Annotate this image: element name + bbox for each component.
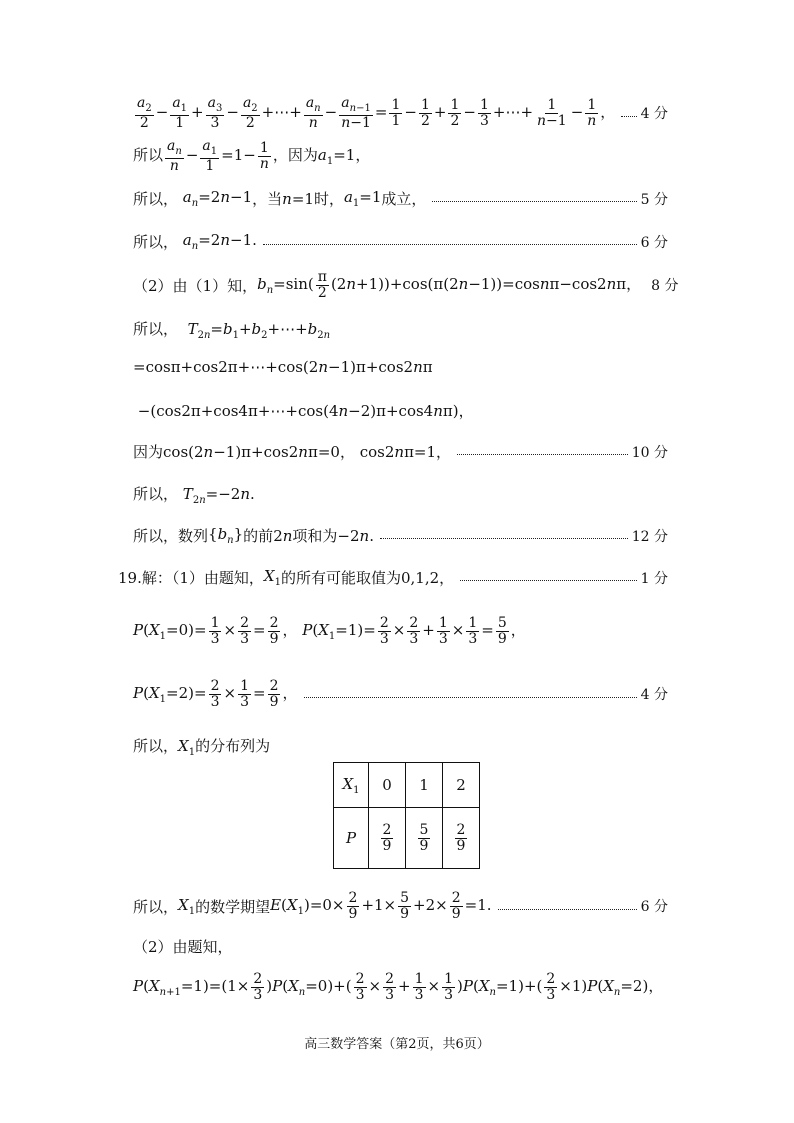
dot-leader <box>460 580 636 581</box>
score-label: 8 分 <box>651 278 679 295</box>
line-cos-subtract: −(cos2π+cos4π+⋯+cos(4n−2)π+cos4nπ)， <box>133 402 474 420</box>
dot-leader <box>621 116 636 117</box>
line-cos-expansion: =cosπ+cos2π+⋯+cos(2n−1)π+cos2nπ <box>133 358 433 376</box>
line-because-cos: 因为 cos(2n−1)π+cos2nπ=0， cos2nπ=1， 10 分 <box>133 443 668 461</box>
table-cell: 2 <box>443 763 480 808</box>
table-cell: $\frac{2}{9}$ <box>369 808 406 869</box>
dot-leader <box>304 697 637 698</box>
distribution-table <box>333 762 480 869</box>
table-cell: 0 <box>369 763 406 808</box>
line-prob-2: $P(X_1=2)=$ $\frac{2}{3}$ × $\frac{1}{3}$ = $\frac{2}{9}$ ， 4 分 <box>133 678 668 710</box>
line-T2n-result: 所以， $T_{2n}=-2n$. <box>133 485 255 506</box>
page-footer: 高三数学答案（第2页，共6页） <box>304 1037 490 1052</box>
line-an-over-n: 所以 $\frac{a_n}{n}$ − $\frac{a_1}{1}$ =1− $\frac{1}{n}$ ，因为$a_1=1$， <box>133 138 371 174</box>
score-label: 6 分 <box>640 899 668 916</box>
line-bn-formula: （2）由（1）知， $b_n=\sin$( $\frac{\pi}{2}$ (2n+1))+cos(π(2n−1))=cosnπ−cos2nπ， 8 分 <box>133 269 679 301</box>
line-an-formula-check: 所以， $a_n=2n-1$ ，当 n=1 时， $a_1=1$ 成立， 5 分 <box>133 188 668 209</box>
table-header-x: $X_1$ <box>334 763 369 808</box>
dot-leader <box>457 454 628 455</box>
line-prob-0-1: $P(X_1=0)=$ $\frac{1}{3}$ × $\frac{2}{3}$ = $\frac{2}{9}$ ， $P(X_1=1)=$ $\frac{2}{3}$ × $\frac{2}{3}$ + $\frac{1}{3}$ × $\frac{1}{3}$ = $\frac{5}{9}$ ， <box>133 615 526 647</box>
table-cell: $\frac{5}{9}$ <box>406 808 443 869</box>
score-label: 1 分 <box>640 570 668 587</box>
dot-leader <box>498 909 637 910</box>
score-label: 5 分 <box>640 191 668 208</box>
formula-telescoping: $\frac{a_2}{2}$ − $\frac{a_1}{1}$ + $\frac{a_3}{3}$ − $\frac{a_2}{2}$ +⋯+ $\frac{a_n}{n}$ − $\frac{a_{n-1}}{n-1}$ = $\frac{1}{1}$ − $\frac{1}{2}$ + $\frac{1}{2}$ − $\frac{1}{3}$ +⋯+ $\frac{1}{n-1}$ − $\frac{1}{n}$ ， <box>137 95 616 131</box>
dot-leader <box>432 201 636 202</box>
line-sequence-sum: 所以，数列 $\{b_n\}$ 的前 2n 项和为 −2n. 12 分 <box>133 525 668 546</box>
score-label: 10 分 <box>631 444 668 461</box>
line-an-result: 所以， $a_n=2n-1$. 6 分 <box>133 231 668 252</box>
line-distribution-label: 所以，$X_1$的分布列为 <box>133 737 271 758</box>
score-label: 6 分 <box>640 234 668 251</box>
line-expectation: 所以， $X_1$ 的数学期望 $E(X_1)=0\times$ $\frac{2}{9}$ +1× $\frac{5}{9}$ +2× $\frac{2}{9}$ =1. 6 分 <box>133 890 668 922</box>
line-part2-intro: （2）由题知， <box>133 938 233 956</box>
dot-leader <box>263 244 637 245</box>
dot-leader <box>380 538 628 539</box>
table-header-p: P <box>334 808 369 869</box>
line-telescoping-sum <box>133 96 668 130</box>
score-label: 4 分 <box>640 106 668 123</box>
line-recurrence: $P(X_{n+1}=1)=(1\times$ $\frac{2}{3}$ )$P(X_n=0)+$( $\frac{2}{3}$ × $\frac{2}{3}$ + $\frac{1}{3}$ × $\frac{1}{3}$ )$P(X_n=1)+$( $\frac{2}{3}$ $\times 1)P(X_n=2)$， <box>133 971 664 1003</box>
score-label: 4 分 <box>640 687 668 704</box>
table-cell: $\frac{2}{9}$ <box>443 808 480 869</box>
score-label: 12 分 <box>631 528 668 545</box>
line-q19-intro: 19.解：（1）由题知， $X_1$ 的所有可能取值为 0,1,2 ， 1 分 <box>118 567 668 588</box>
line-T2n-sum: 所以， $T_{2n}=b_1+b_2+\cdots+b_{2n}$ <box>133 320 331 341</box>
table-cell: 1 <box>406 763 443 808</box>
